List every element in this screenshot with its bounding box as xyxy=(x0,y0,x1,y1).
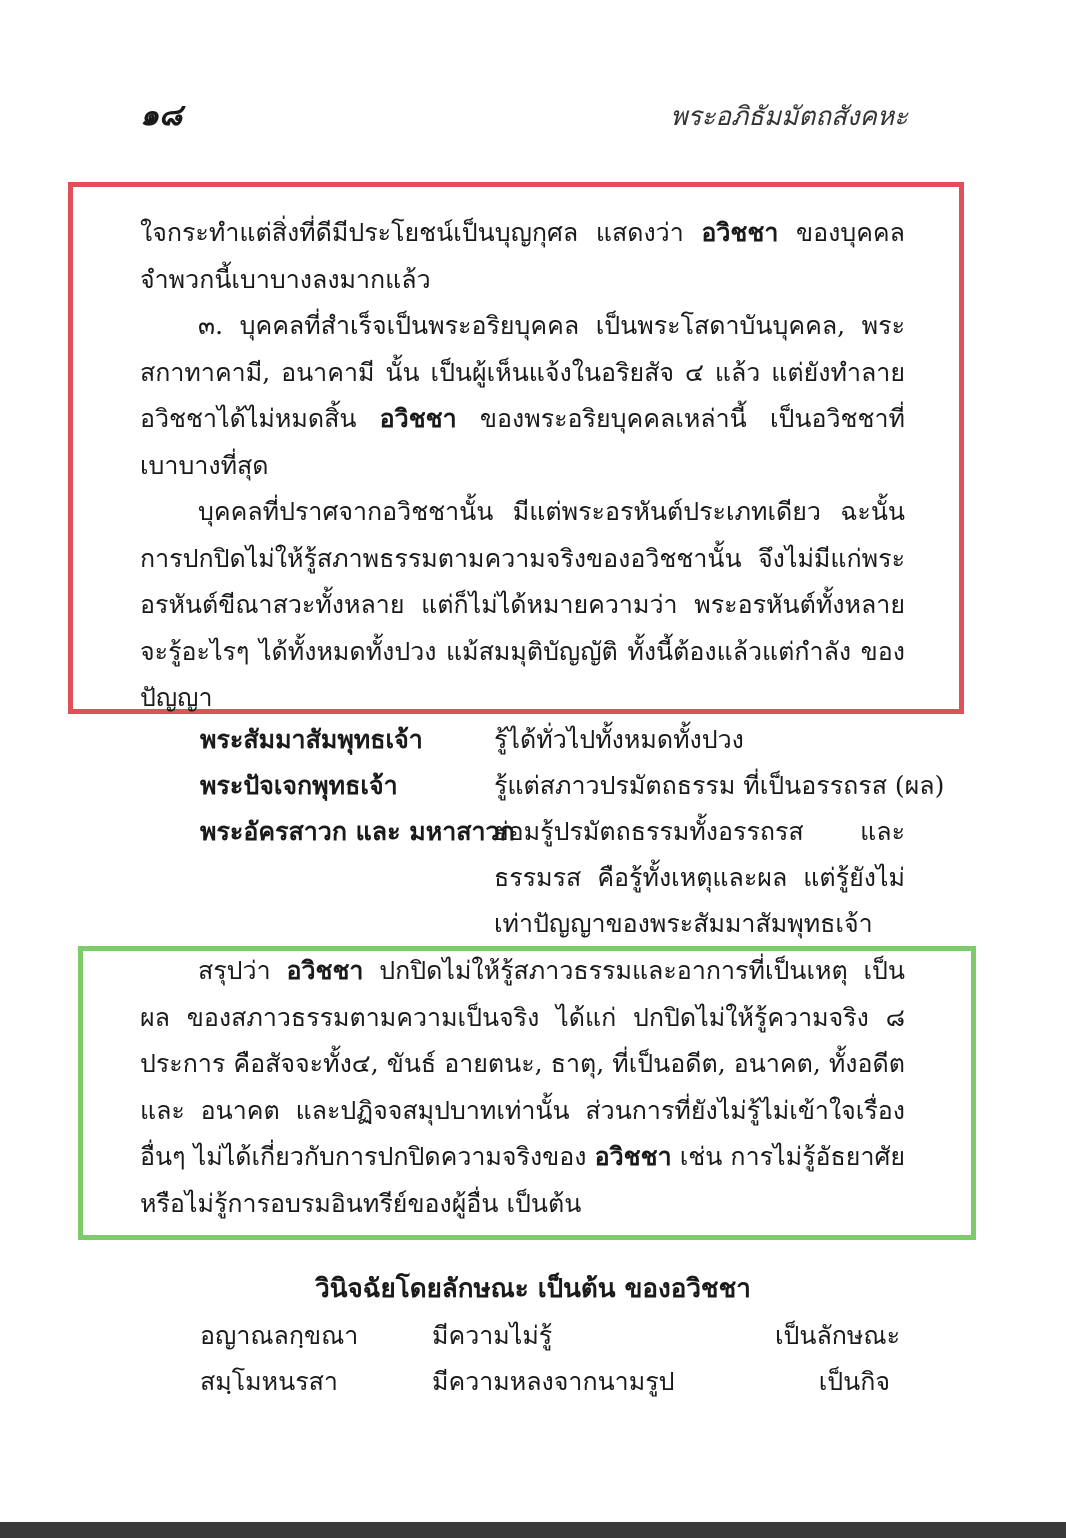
avijja-bold-term: อวิชชา xyxy=(379,404,457,433)
red-p3-text: บุคคลที่ปราศจากอวิชชานั้น มีแต่พระอรหันต์ประเภทเดียว ฉะนั้น การปกปิดไม่ให้รู้สภาพธรรมตามความจริงของอวิชชานั้น จึงไม่มีแก่พระอรหันต์ขีณาสวะทั้งหลาย แต่ก็ไม่ได้หมายความว่า พระอรหันต์ทั้งหลาย จะรู้อะไรๆ ได้ทั้งหมดทั้งปวง แม้สมมุติบัญญัติ ทั้งนี้ต้องแล้วแต่กำลัง ของปัญญา xyxy=(140,497,905,712)
rank-name: พระปัจเจกพุทธเจ้า xyxy=(200,771,398,800)
bottom-bar xyxy=(0,1522,1066,1538)
rank-description: รู้ได้ทั่วไปทั้งหมดทั้งปวง xyxy=(494,725,744,754)
avijja-bold-term: อวิชชา xyxy=(286,956,364,985)
rank-name: พระสัมมาสัมพุทธเจ้า xyxy=(200,725,423,754)
rank-description: ย่อมรู้ปรมัตถธรรมทั้งอรรถรส และ ธรรมรส คือรู้ทั้งเหตุและผล แต่รู้ยังไม่ เท่าปัญญาของพระสัมมาสัมพุทธเจ้า xyxy=(494,817,905,938)
green-text-a: สรุปว่า xyxy=(198,956,287,985)
rank-name: พระอัครสาวก และ มหาสาวก xyxy=(200,817,515,846)
definition-role: เป็นกิจ xyxy=(818,1367,890,1396)
running-title: พระอภิธัมมัตถสังคหะ xyxy=(670,102,908,132)
definition-pali-term: สมฺโมหนรสา xyxy=(200,1367,338,1396)
red-p1-text-a: ใจกระทำแต่สิ่งที่ดีมีประโยชน์เป็นบุญกุศล แสดงว่า xyxy=(140,218,702,247)
page-number: ๑๘ xyxy=(140,98,183,133)
definition-pali-term: อญาณลกฺขณา xyxy=(200,1321,359,1350)
red-paragraph-1 xyxy=(140,210,905,303)
definition-role: เป็นลักษณะ xyxy=(774,1321,900,1350)
red-p2-text-b: ของพระอริยบุคคลเหล่านี้ เป็นอวิชชาที่เบาบางที่สุด xyxy=(140,404,905,480)
red-p2-text-a: ๓. บุคคลที่สำเร็จเป็นพระอริยบุคคล เป็นพระโสดาบันบุคคล, พระสกาทาคามี, อนาคามี นั้น เป็นผู้เห็นแจ้งในอริยสัจ ๔ แล้ว แต่ยังทำลายอวิชชาได้ไม่หมดสิ้น xyxy=(140,311,905,433)
definition-meaning: มีความไม่รู้ xyxy=(432,1321,553,1350)
red-paragraph-3 xyxy=(140,489,905,722)
green-text-c: เช่น การไม่รู้อัธยาศัย หรือไม่รู้การอบรมอินทรีย์ของผู้อื่น เป็นต้น xyxy=(140,1142,905,1218)
avijja-bold-term: อวิชชา xyxy=(701,218,779,247)
green-paragraph xyxy=(140,948,905,1227)
rank-description: รู้แต่สภาวปรมัตถธรรม ที่เป็นอรรถรส (ผล) xyxy=(494,771,945,800)
red-paragraph-2 xyxy=(140,303,905,489)
section-title: วินิจฉัยโดยลักษณะ เป็นต้น ของอวิชชา xyxy=(315,1274,751,1304)
red-p1-text-b: ของบุคคลจำพวกนี้เบาบางลงมากแล้ว xyxy=(140,218,905,294)
green-text-b: ปกปิดไม่ให้รู้สภาวธรรมและอาการที่เป็นเหตุ เป็นผล ของสภาวธรรมตามความเป็นจริง ได้แก่ ปกปิดไม่ให้รู้ความจริง ๘ ประการ คือสัจจะทั้ง๔, ขันธ์ อายตนะ, ธาตุ, ที่เป็นอดีต, อนาคต, ทั้งอดีต และ อนาคต และปฏิจจสมุปบาทเท่านั้น ส่วนการที่ยังไม่รู้ไม่เข้าใจเรื่อง อื่นๆ ไม่ได้เกี่ยวกับการปกปิดความจริงของ xyxy=(140,956,905,1171)
avijja-bold-term: อวิชชา xyxy=(594,1142,672,1171)
definition-meaning: มีความหลงจากนามรูป xyxy=(432,1367,675,1396)
